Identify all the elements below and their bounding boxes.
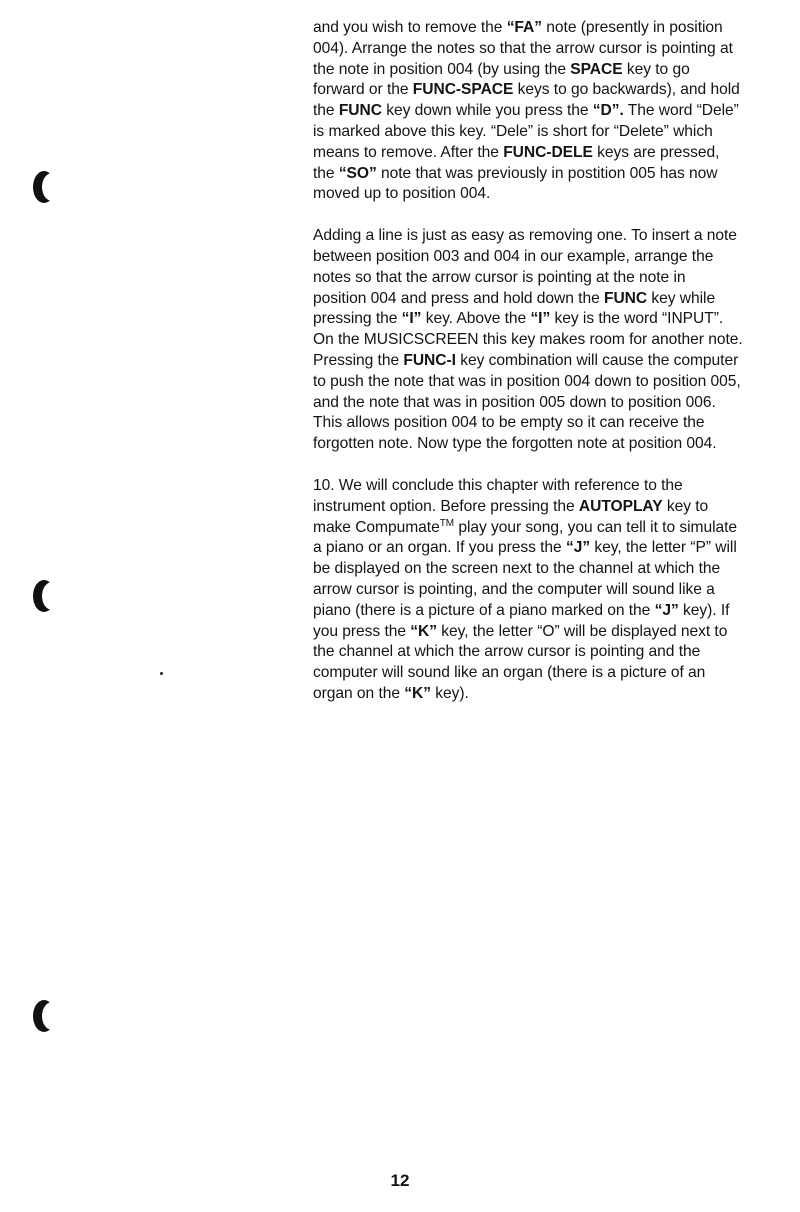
text-run: key to make Compumate [313, 497, 709, 536]
key-name-bold: “K” [404, 684, 431, 702]
body-paragraph [313, 18, 743, 205]
scan-speck [160, 672, 163, 675]
text-run: key combination will cause the computer to push the note that was in position 004 down to position 005, and the note that was in position 005 down to position 006. This allows position 004 to be empty so it can receive the forgotten note. Now type the forgotten note at position 004. [313, 351, 741, 453]
text-run: The word “Dele” is marked above this key. “Dele” is short for “Delete” which means to remove. After the [313, 102, 739, 161]
page-number: 12 [390, 1171, 410, 1190]
key-name-bold: “D”. [592, 102, 624, 120]
text-run: and you wish to remove the [313, 19, 507, 36]
text-run: key. Above the [421, 310, 531, 328]
text-run: keys are pressed, the [313, 143, 720, 182]
key-name-bold: FUNC-I [403, 351, 456, 369]
trademark-superscript: TM [439, 517, 455, 529]
binder-hole-bottom [33, 1000, 55, 1032]
text-run: Adding a line is just as easy as removing one. To insert a note between position 003 and 004 in our example, arrange the notes so that the arrow cursor is pointing at the note in position 004 and press and hold down the [313, 227, 737, 307]
text-run: key). If you press the [313, 601, 730, 640]
binder-hole-middle [33, 580, 55, 612]
key-name-bold: “I” [401, 310, 422, 328]
key-name-bold: FUNC-DELE [503, 143, 593, 161]
body-text-column [313, 18, 743, 726]
key-name-bold: “FA” [506, 19, 543, 36]
key-name-bold: “J” [654, 601, 679, 619]
text-run: key, the letter “O” will be displayed next to the channel at which the arrow cursor is pointing and the computer will sound like an organ (there is a picture of an organ on the [313, 622, 728, 702]
body-paragraph [313, 476, 743, 705]
text-run: key down while you press the [381, 102, 593, 120]
text-run: key while pressing the [313, 289, 716, 328]
key-name-bold: AUTOPLAY [578, 497, 663, 515]
key-name-bold: “K” [410, 622, 437, 640]
key-name-bold: “J” [565, 539, 591, 557]
text-run: note that was previously in postition 005 has now moved up to position 004. [313, 164, 718, 203]
key-name-bold: “I” [530, 310, 551, 328]
text-run: play your song, you can tell it to simulate a piano or an organ. If you press the [313, 518, 738, 557]
key-name-bold: FUNC-SPACE [412, 81, 514, 99]
text-run: key). [430, 684, 469, 702]
text-run: note (presently in position 004). Arrange the notes so that the arrow cursor is pointing at the note in position 004 (by using the [313, 19, 733, 78]
key-name-bold: FUNC [603, 289, 648, 307]
body-paragraph [313, 226, 743, 455]
key-name-bold: SPACE [570, 60, 623, 78]
key-name-bold: “SO” [338, 164, 377, 182]
binder-hole-top [33, 171, 55, 203]
text-run: keys to go backwards), and hold the [313, 81, 740, 120]
text-run: 10. We will conclude this chapter with reference to the instrument option. Before pressing the [313, 476, 683, 515]
text-run: key is the word “INPUT”. On the MUSICSCREEN this key makes room for another note. Pressing the [313, 310, 743, 369]
key-name-bold: FUNC [338, 102, 382, 120]
text-run: key, the letter “P” will be displayed on the screen next to the channel at which the arrow cursor is pointing, and the computer will sound like a piano (there is a picture of a piano marked on the [313, 539, 737, 619]
text-run: key to go forward or the [313, 60, 690, 99]
